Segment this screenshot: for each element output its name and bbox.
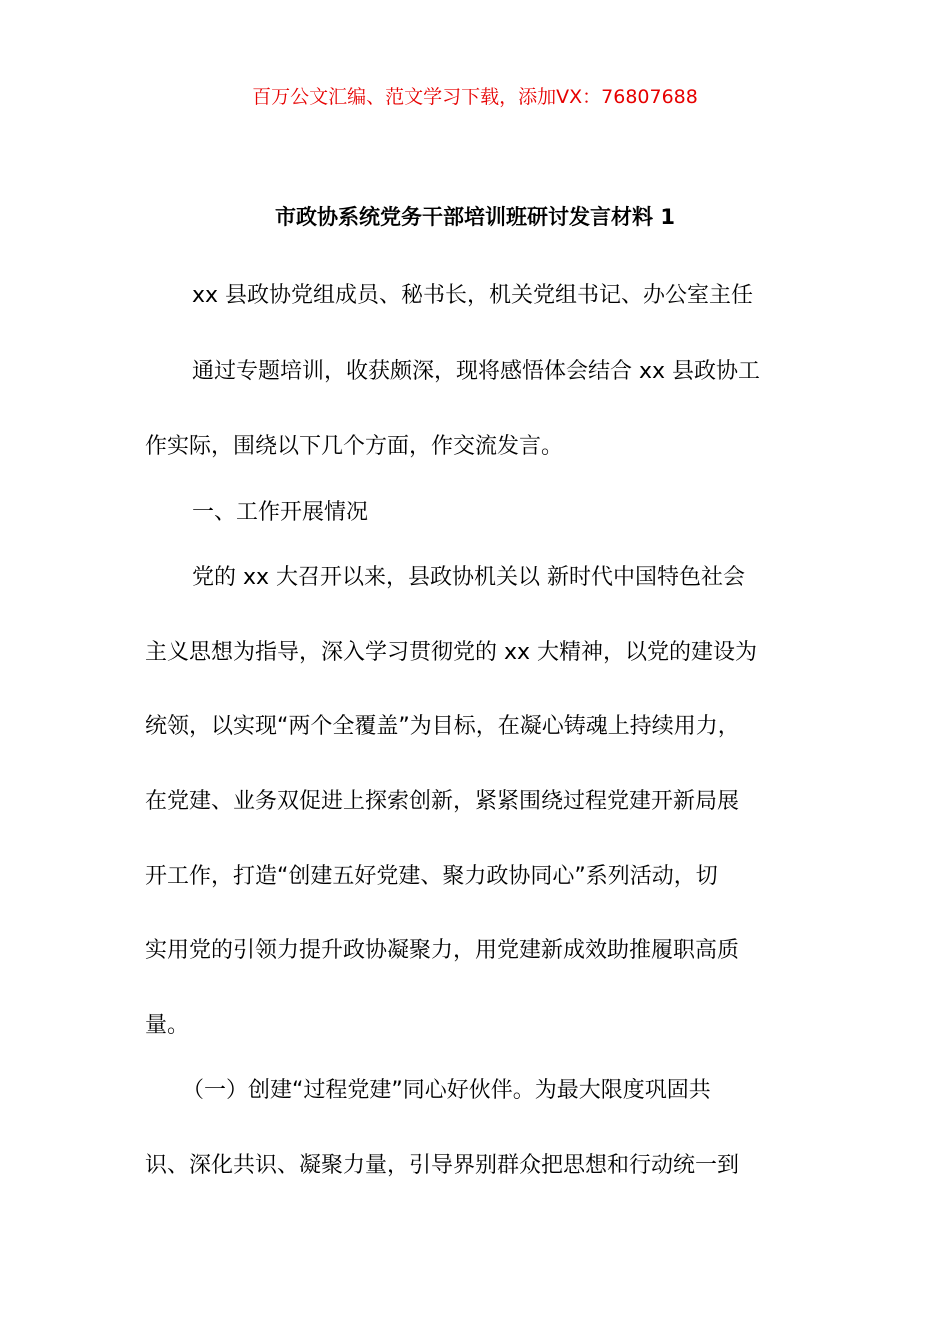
watermark-header: 百万公文汇编、范文学习下载，添加VX：76807688 (252, 86, 698, 108)
body-line: 通过专题培训，收获颇深，现将感悟体会结合 xx 县政协工 (192, 359, 761, 384)
body-line: 统领，以实现“两个全覆盖”为目标，在凝心铸魂上持续用力， (145, 714, 740, 739)
body-line: 实用党的引领力提升政协凝聚力，用党建新成效助推履职高质 (145, 938, 740, 963)
document-title: 市政协系统党务干部培训班研讨发言材料 1 (275, 205, 675, 229)
subsection-line: （一）创建“过程党建”同心好伙伴。为最大限度巩固共 (182, 1078, 711, 1103)
body-line: 开工作，打造“创建五好党建、聚力政协同心”系列活动，切 (145, 864, 718, 889)
body-line: 党的 xx 大召开以来，县政协机关以 新时代中国特色社会 (192, 565, 746, 590)
author-line: xx 县政协党组成员、秘书长，机关党组书记、办公室主任 (192, 283, 754, 308)
body-line: 识、深化共识、凝聚力量，引导界别群众把思想和行动统一到 (145, 1153, 740, 1178)
body-line: 主义思想为指导，深入学习贯彻党的 xx 大精神，以党的建设为 (145, 640, 758, 665)
body-line: 作实际，围绕以下几个方面，作交流发言。 (145, 434, 564, 459)
section-heading: 一、工作开展情况 (192, 500, 369, 525)
body-line: 在党建、业务双促进上探索创新，紧紧围绕过程党建开新局展 (145, 789, 740, 814)
body-line: 量。 (145, 1013, 190, 1038)
